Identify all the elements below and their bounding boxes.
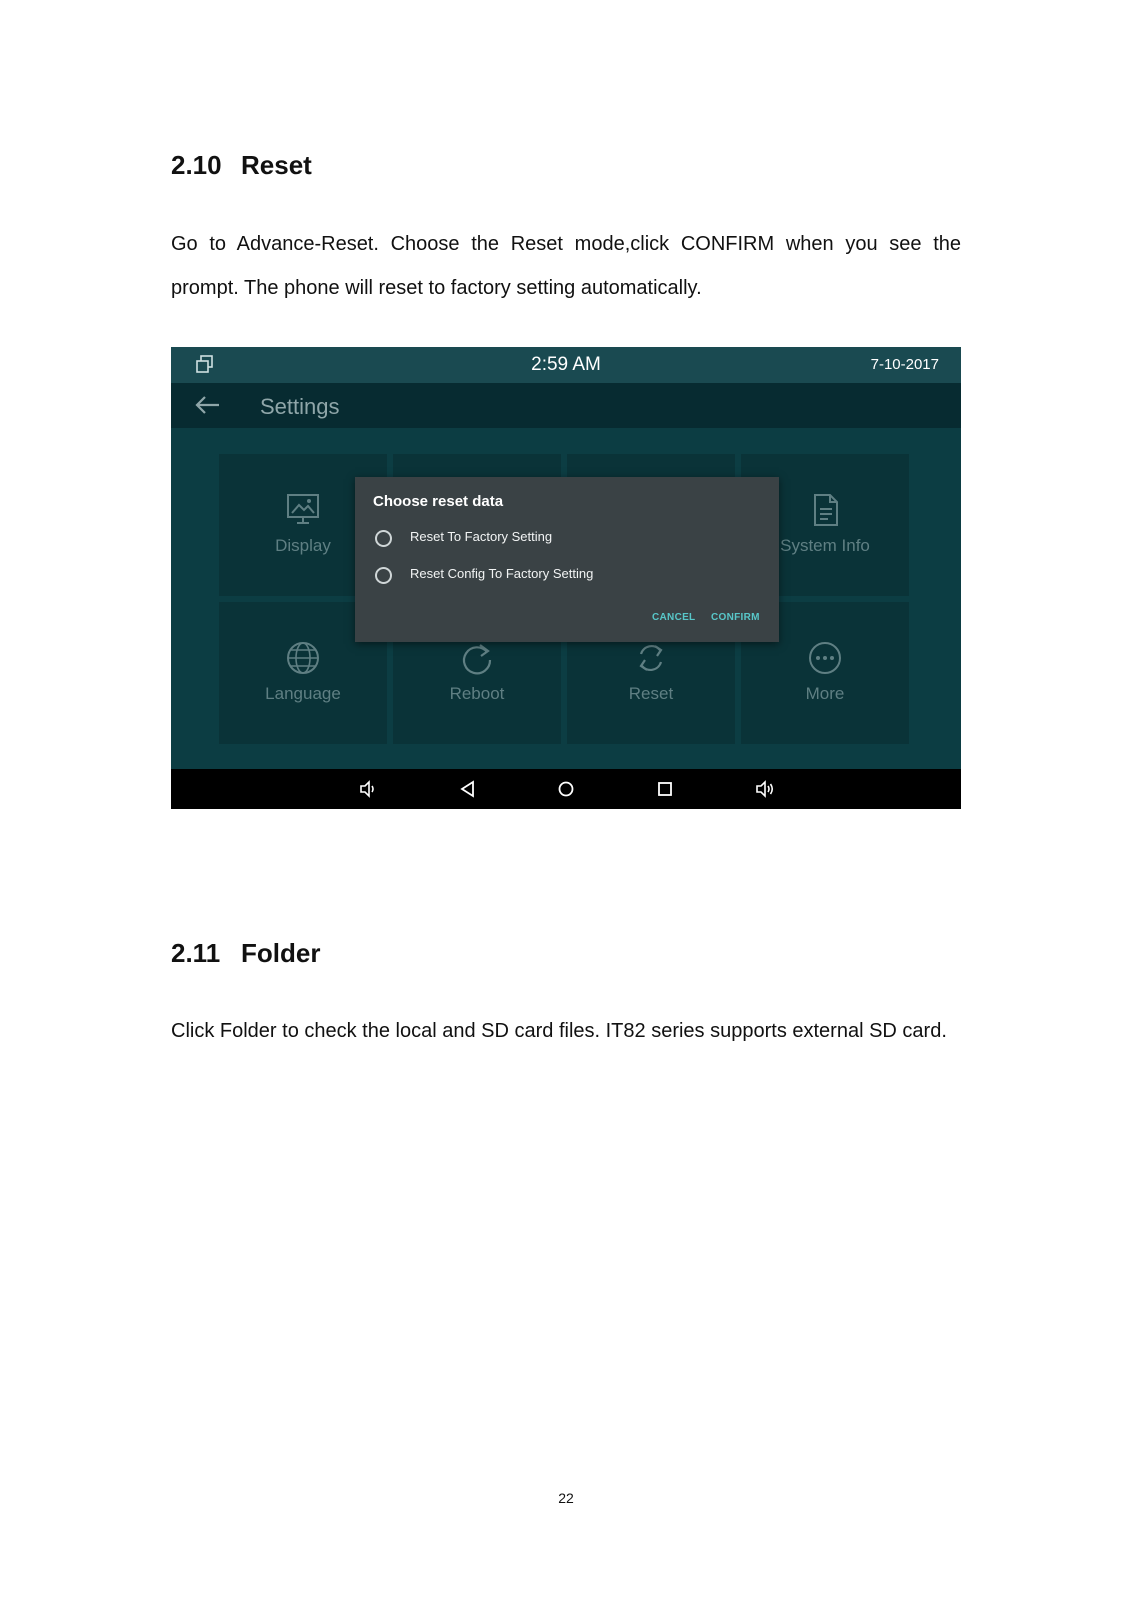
status-date: 7-10-2017 bbox=[870, 356, 939, 373]
section-heading-folder bbox=[171, 938, 320, 969]
globe-icon bbox=[285, 640, 321, 676]
option-reset-config[interactable] bbox=[373, 564, 753, 588]
back-arrow-icon[interactable] bbox=[193, 391, 223, 419]
reset-dialog bbox=[355, 477, 779, 642]
document-icon bbox=[807, 492, 843, 528]
dialog-title: Choose reset data bbox=[373, 493, 504, 510]
page-number: 22 bbox=[558, 1490, 574, 1506]
recents-icon[interactable] bbox=[656, 780, 674, 798]
app-bar bbox=[171, 383, 961, 428]
radio-button[interactable] bbox=[375, 567, 392, 584]
section-title: Folder bbox=[241, 938, 321, 968]
volume-down-icon[interactable] bbox=[359, 780, 377, 798]
app-bar-title: Settings bbox=[260, 394, 340, 419]
section-number: 2.11 bbox=[171, 938, 221, 968]
option-reset-factory[interactable] bbox=[373, 527, 753, 551]
nav-bar bbox=[171, 769, 961, 809]
back-icon[interactable] bbox=[459, 780, 477, 798]
device-screenshot bbox=[171, 347, 961, 809]
status-bar bbox=[171, 347, 961, 383]
status-time: 2:59 AM bbox=[531, 354, 601, 375]
tile-label: System Info bbox=[780, 536, 870, 555]
settings-content bbox=[171, 428, 961, 769]
tile-label: Reset bbox=[628, 684, 674, 703]
option-label: Reset Config To Factory Setting bbox=[410, 566, 594, 581]
radio-button[interactable] bbox=[375, 530, 392, 547]
confirm-button[interactable]: CONFIRM bbox=[711, 612, 760, 623]
volume-up-icon[interactable] bbox=[755, 780, 775, 798]
tile-label: Language bbox=[265, 684, 341, 703]
option-label: Reset To Factory Setting bbox=[410, 529, 553, 544]
more-icon bbox=[807, 640, 843, 676]
section-heading-reset bbox=[171, 150, 312, 181]
cancel-button[interactable]: CANCEL bbox=[652, 612, 696, 623]
reboot-icon bbox=[459, 640, 495, 676]
section-body-reset: Go to Advance-Reset. Choose the Reset mode,click CONFIRM when you see the prompt. The phone will reset to factory setting automatically. bbox=[171, 233, 961, 299]
tile-label: More bbox=[805, 684, 845, 703]
home-icon[interactable] bbox=[557, 780, 575, 798]
tile-label: Display bbox=[275, 536, 331, 555]
section-title: Reset bbox=[241, 150, 312, 180]
display-icon bbox=[285, 492, 321, 526]
section-body-folder: Click Folder to check the local and SD card files. IT82 series supports external SD card. bbox=[171, 1020, 947, 1042]
section-number: 2.10 bbox=[171, 150, 222, 180]
reset-icon bbox=[633, 640, 669, 676]
tile-label: Reboot bbox=[449, 684, 505, 703]
